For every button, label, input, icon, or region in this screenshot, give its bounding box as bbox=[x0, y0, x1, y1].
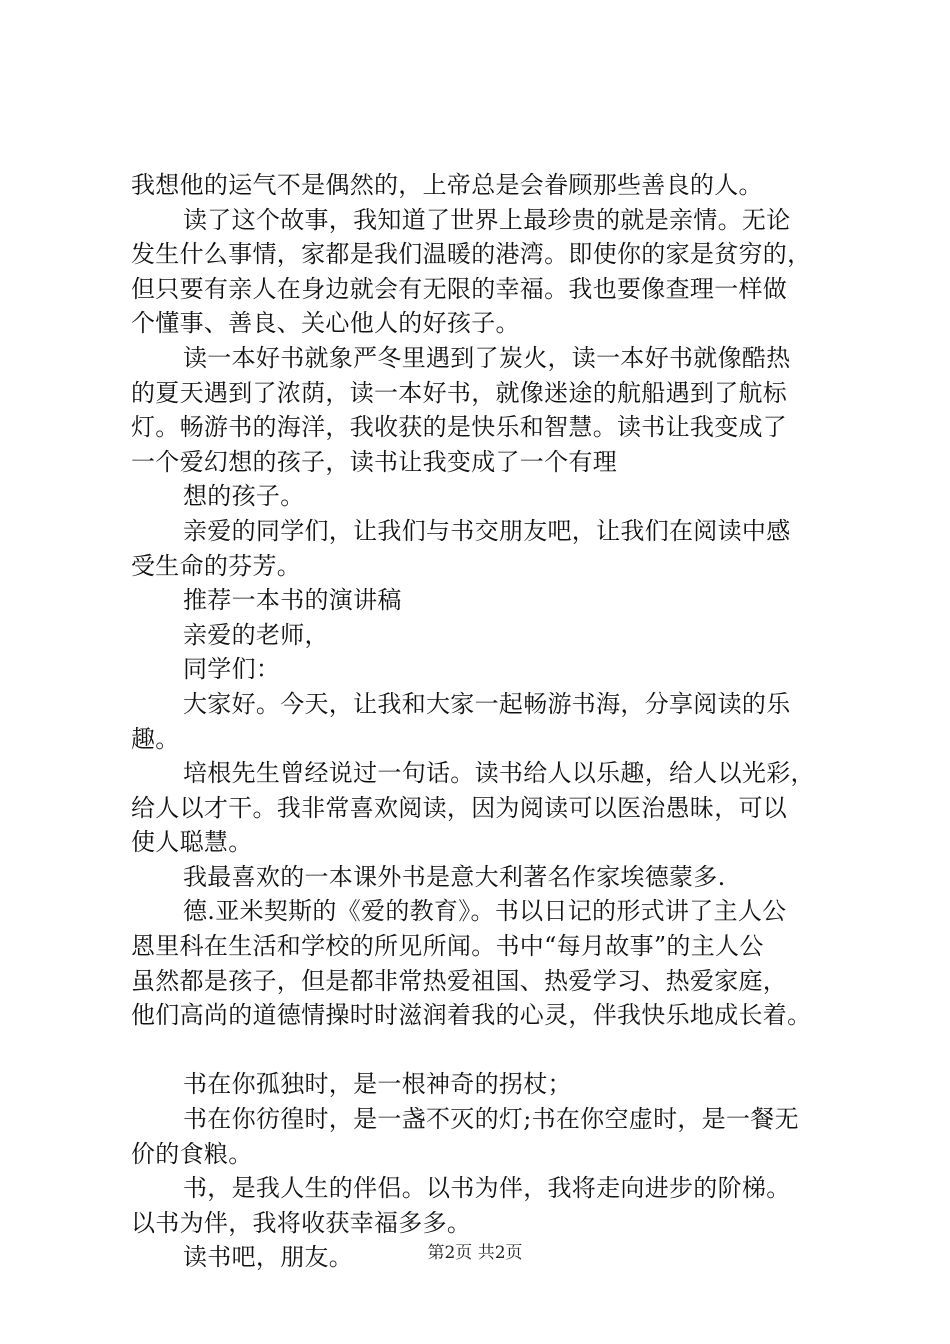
salutation: 亲爱的老师， bbox=[183, 620, 329, 649]
section-heading: 推荐一本书的演讲稿 bbox=[183, 586, 402, 615]
salutation: 同学们： bbox=[183, 655, 281, 684]
text-line: 读书吧，朋友。 bbox=[183, 1243, 354, 1272]
text-line: 德.亚米契斯的《爱的教育》。书以日记的形式讲了主人公 bbox=[183, 897, 787, 926]
text-line: 书在你彷徨时，是一盏不灭的灯;书在你空虚时，是一餐无 bbox=[183, 1105, 799, 1134]
text-line: 个懂事、善良、关心他人的好孩子。 bbox=[131, 309, 520, 338]
text-line: 恩里科在生活和学校的所见所闻。书中“每月故事”的主人公 bbox=[131, 932, 764, 961]
text-line: 趣。 bbox=[131, 724, 180, 753]
text-line: 他们高尚的道德情操时时滋润着我的心灵，伴我快乐地成长着。 bbox=[131, 1001, 812, 1030]
text-line: 大家好。今天，让我和大家一起畅游书海，分享阅读的乐 bbox=[183, 689, 791, 718]
text-line: 想的孩子。 bbox=[183, 482, 305, 511]
blank-line bbox=[131, 1033, 851, 1068]
text-line: 书，是我人生的伴侣。以书为伴，我将走向进步的阶梯。 bbox=[183, 1174, 791, 1203]
text-line: 书在你孤独时，是一根神奇的拐杖； bbox=[183, 1070, 572, 1099]
text-line: 读了这个故事，我知道了世界上最珍贵的就是亲情。无论 bbox=[183, 205, 791, 234]
text-line: 一个爱幻想的孩子，读书让我变成了一个有理 bbox=[131, 447, 617, 476]
text-line: 发生什么事情，家都是我们温暖的港湾。即使你的家是贫穷的， bbox=[131, 240, 812, 269]
text-line: 但只要有亲人在身边就会有无限的幸福。我也要像查理一样做 bbox=[131, 274, 788, 303]
text-line: 价的食粮。 bbox=[131, 1139, 253, 1168]
text-line: 灯。畅游书的海洋，我收获的是快乐和智慧。读书让我变成了 bbox=[131, 413, 788, 442]
document-body bbox=[131, 168, 851, 1275]
text-line: 培根先生曾经说过一句话。读书给人以乐趣，给人以光彩， bbox=[183, 759, 815, 788]
text-line: 我最喜欢的一本课外书是意大利著名作家埃德蒙多. bbox=[183, 862, 726, 891]
text-line: 我想他的运气不是偶然的，上帝总是会眷顾那些善良的人。 bbox=[131, 171, 763, 199]
page-number-footer: 第2页 共2页 bbox=[427, 1243, 523, 1263]
text-line: 亲爱的同学们，让我们与书交朋友吧，让我们在阅读中感 bbox=[183, 516, 791, 545]
text-line: 虽然都是孩子，但是都非常热爱祖国、热爱学习、热爱家庭， bbox=[131, 966, 788, 995]
text-line: 使人聪慧。 bbox=[131, 828, 253, 857]
text-line: 受生命的芬芳。 bbox=[131, 551, 302, 580]
text-line: 给人以才干。我非常喜欢阅读，因为阅读可以医治愚昧，可以 bbox=[131, 793, 788, 822]
text-line: 的夏天遇到了浓荫，读一本好书，就像迷途的航船遇到了航标 bbox=[131, 378, 788, 407]
text-line: 读一本好书就象严冬里遇到了炭火，读一本好书就像酷热 bbox=[183, 343, 791, 372]
text-line: 以书为伴，我将收获幸福多多。 bbox=[131, 1208, 472, 1237]
